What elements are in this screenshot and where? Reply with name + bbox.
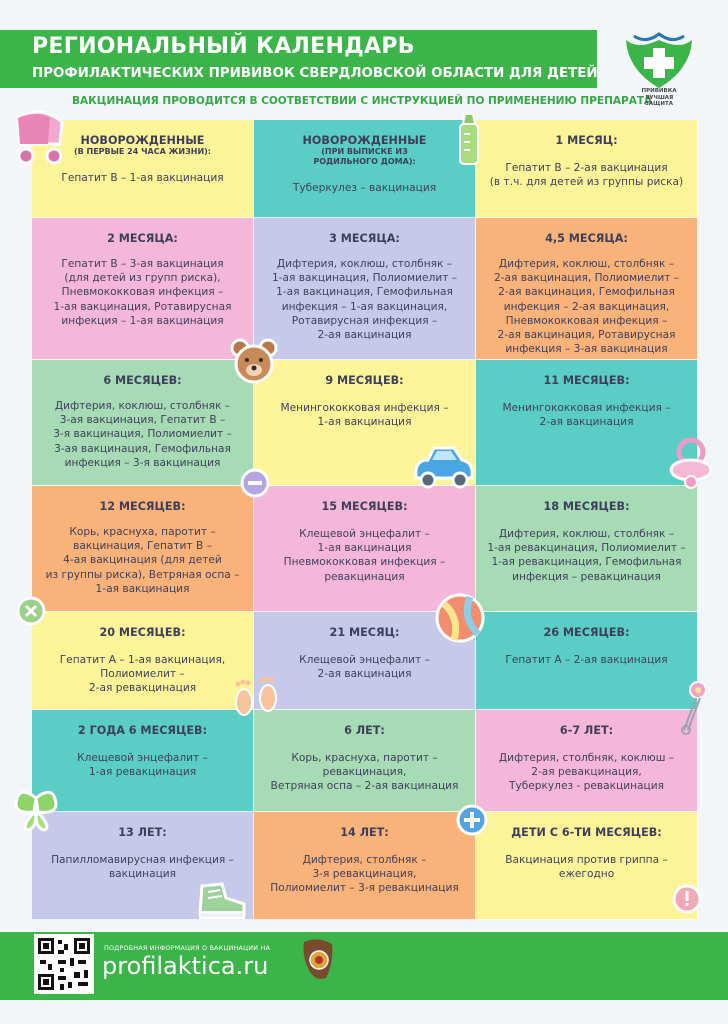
footer-info-label: ПОДРОБНАЯ ИНФОРМАЦИЯ О ВАКЦИНАЦИИ НА (104, 944, 271, 952)
schedule-age-title: 20 МЕСЯЦЕВ: (99, 626, 186, 639)
schedule-cell (476, 710, 698, 812)
schedule-cell (476, 218, 698, 360)
schedule-vaccines-text: Гепатит А – 1-ая вакцинация, Полиомиелит – 2-ая ревакцинация (59, 654, 226, 695)
schedule-vaccines-text: Папилломавирусная инфекция – вакцинация (51, 854, 234, 881)
schedule-vaccines-text: Гепатит В – 3-ая вакцинация (для детей из групп риска), Пневмококковая инфекция – 1-ая вакцинация, Ротавирусная инфекция – 1-ая вакцинация (53, 258, 232, 327)
schedule-age-title: 21 МЕСЯЦ: (329, 626, 400, 639)
plus-button-icon (456, 804, 488, 836)
stroller-icon (10, 104, 70, 170)
teddy-bear-icon (230, 338, 278, 384)
schedule-age-title: 2 ГОДА 6 МЕСЯЦЕВ: (77, 724, 208, 737)
schedule-cell (32, 218, 254, 360)
schedule-age-title: 14 ЛЕТ: (340, 826, 389, 839)
schedule-age-note: (В ПЕРВЫЕ 24 ЧАСА ЖИЗНИ): (73, 147, 212, 156)
schedule-vaccines-text: Туберкулез – вакцинация (292, 182, 437, 194)
emblem-icon (300, 938, 336, 982)
schedule-vaccines-text: Корь, краснуха, паротит – вакцинация, Гепатит В – 4-ая вакцинация (для детей из группы риска), Ветряная оспа – 1-ая вакцинация (45, 526, 240, 595)
schedule-cell (254, 218, 476, 360)
schedule-age-title: 12 МЕСЯЦЕВ: (99, 500, 186, 513)
schedule-age-title: ДЕТИ С 6-ТИ МЕСЯЦЕВ: (511, 826, 662, 839)
schedule-cell (254, 120, 476, 218)
website-link[interactable]: profilaktica.ru (102, 952, 269, 980)
schedule-vaccines-text: Менингококковая инфекция – 2-ая вакцинация (502, 402, 671, 429)
schedule-cell (32, 360, 254, 486)
schedule-vaccines-text: Клещевой энцефалит – 1-ая вакцинация Пневмококковая инфекция – ревакцинация (283, 528, 446, 583)
schedule-age-title: 13 ЛЕТ: (118, 826, 167, 839)
schedule-age-title: 1 МЕСЯЦ: (555, 134, 618, 147)
schedule-cell (254, 710, 476, 812)
safety-pin-icon (676, 680, 712, 736)
toy-car-icon (410, 440, 476, 492)
schedule-vaccines-text: Дифтерия, коклюш, столбняк – 3-ая вакцинация, Гепатит В – 3-я вакцинация, Полиомиелит – 3-ая вакцинация, Гемофильная инфекция – 3-я вакцинация (53, 400, 232, 469)
vaccination-grid (32, 120, 698, 920)
logo-caption-text: ПРИВИВКА ЛУЧШАЯ ЗАЩИТА (641, 88, 677, 107)
schedule-cell (476, 360, 698, 486)
schedule-cell (476, 120, 698, 218)
schedule-vaccines-text: Клещевой энцефалит – 2-ая вакцинация (299, 654, 430, 681)
schedule-age-title: НОВОРОЖДЕННЫЕ (302, 134, 427, 147)
schedule-cell (32, 710, 254, 812)
schedule-cell (476, 486, 698, 612)
schedule-cell (32, 612, 254, 710)
butterfly-icon (12, 784, 60, 834)
instruction-note: ВАКЦИНАЦИЯ ПРОВОДИТСЯ В СООТВЕТСТВИИ С ИНСТРУКЦИЕЙ ПО ПРИМЕНЕНИЮ ПРЕПАРАТА (72, 95, 653, 107)
schedule-vaccines-text: Корь, краснуха, паротит – ревакцинация, Ветряная оспа – 2-ая вакцинация (270, 752, 459, 793)
schedule-age-note: (ПРИ ВЫПИСКЕ ИЗ РОДИЛЬНОГО ДОМА): (313, 147, 416, 166)
footprints-icon (228, 676, 284, 718)
schedule-vaccines-text: Дифтерия, коклюш, столбняк – 2-ая вакцинация, Полиомиелит – 2-ая вакцинация, Гемофильная инфекция – 2-ая вакцинация, Пневмококковая инфекция – 2-ая вакцинация, Ротавирусная инфекция – 3-ая вакцинация (493, 258, 680, 356)
schedule-age-title: 11 МЕСЯЦЕВ: (543, 374, 630, 387)
schedule-vaccines-text: Дифтерия, столбняк, коклюш – 2-ая ревакцинация, Туберкулез - ревакцинация (498, 752, 675, 793)
schedule-cell (476, 812, 698, 920)
exclamation-button-icon (672, 884, 702, 914)
schedule-age-title: НОВОРОЖДЕННЫЕ (80, 134, 205, 147)
schedule-age-title: 6 МЕСЯЦЕВ: (103, 374, 182, 387)
close-button-icon (16, 596, 46, 626)
schedule-vaccines-text: Гепатит В – 2-ая вакцинация (в т.ч. для детей из группы риска) (489, 162, 684, 189)
page-subtitle: ПРОФИЛАКТИЧЕСКИХ ПРИВИВОК СВЕРДЛОВСКОЙ ОБЛАСТИ ДЛЯ ДЕТЕЙ (32, 66, 598, 81)
schedule-vaccines-text: Дифтерия, коклюш, столбняк – 1-ая ревакцинация, Полиомиелит – 1-ая ревакцинация, Гемофильная инфекция – ревакцинация (487, 528, 686, 583)
schedule-vaccines-text: Клещевой энцефалит – 1-ая ревакцинация (77, 752, 208, 779)
schedule-age-title: 18 МЕСЯЦЕВ: (543, 500, 630, 513)
schedule-cell (32, 486, 254, 612)
page-title: РЕГИОНАЛЬНЫЙ КАЛЕНДАРЬ (32, 34, 415, 59)
schedule-vaccines-text: Дифтерия, коклюш, столбняк – 1-ая вакцинация, Полиомиелит – 1-ая вакцинация, Гемофильная инфекция – 1-ая вакцинация, Ротавирусная инфекция – 2-ая вакцинация (271, 258, 458, 342)
schedule-vaccines-text: Вакцинация против гриппа – ежегодно (505, 854, 668, 881)
baby-bottle-icon (456, 112, 482, 168)
minus-button-icon (240, 468, 270, 498)
sneaker-icon (196, 876, 248, 922)
schedule-age-title: 15 МЕСЯЦЕВ: (321, 500, 408, 513)
schedule-age-title: 2 МЕСЯЦА: (107, 232, 178, 245)
schedule-age-title: 6-7 ЛЕТ: (559, 724, 614, 737)
schedule-cell (476, 612, 698, 710)
schedule-age-title: 26 МЕСЯЦЕВ: (543, 626, 630, 639)
schedule-cell (254, 812, 476, 920)
schedule-age-title: 9 МЕСЯЦЕВ: (325, 374, 404, 387)
schedule-vaccines-text: Гепатит В – 1-ая вакцинация (61, 172, 224, 184)
qr-code-icon[interactable] (34, 934, 94, 994)
ball-icon (434, 592, 486, 644)
schedule-age-title: 3 МЕСЯЦА: (329, 232, 400, 245)
pacifier-icon (666, 436, 716, 492)
schedule-vaccines-text: Менингококковая инфекция – 1-ая вакцинация (280, 402, 449, 429)
logo-caption (628, 88, 690, 108)
schedule-age-title: 6 ЛЕТ: (344, 724, 385, 737)
schedule-age-title: 4,5 МЕСЯЦА: (545, 232, 628, 245)
schedule-vaccines-text: Дифтерия, столбняк – 3-я ревакцинация, Полиомиелит – 3-я ревакцинация (270, 854, 459, 895)
schedule-vaccines-text: Гепатит А – 2-ая вакцинация (505, 654, 668, 666)
